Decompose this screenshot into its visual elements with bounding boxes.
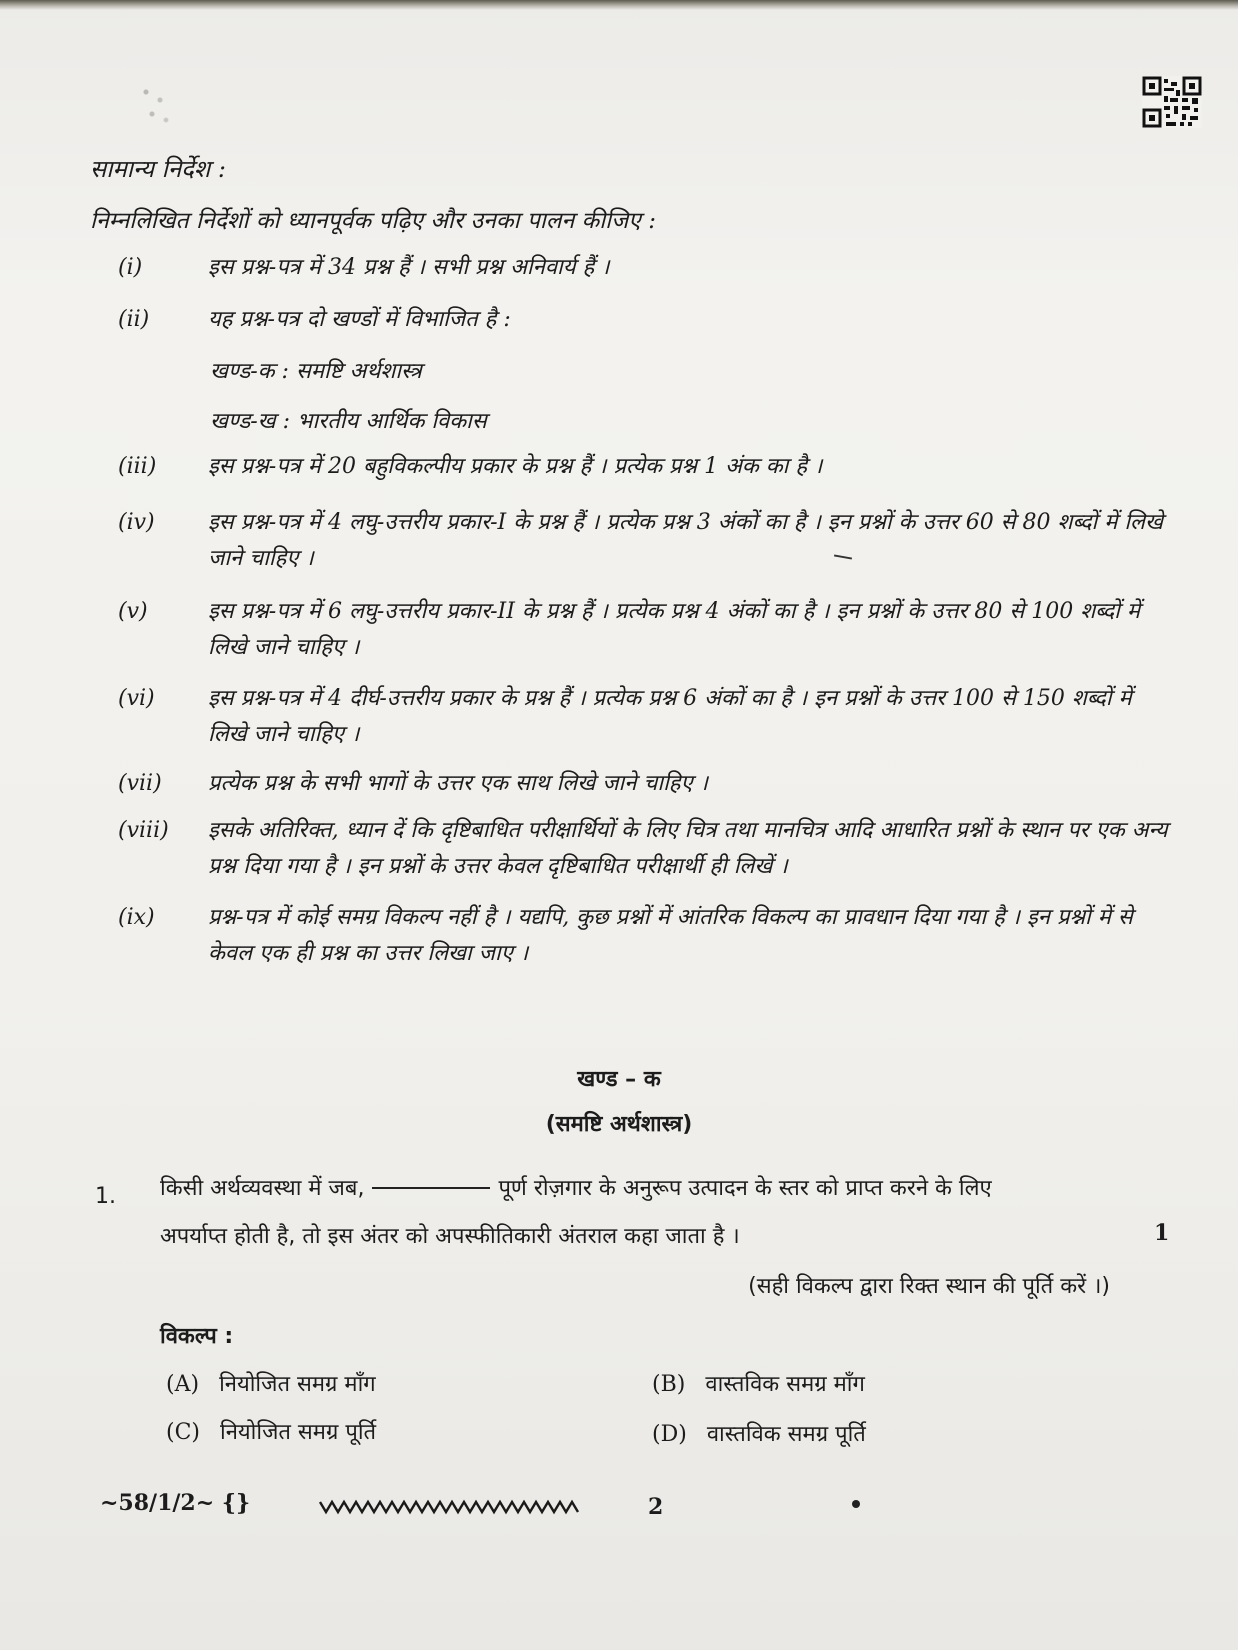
question-text-part1: किसी अर्थव्यवस्था में जब, — [160, 1176, 365, 1201]
instruction-number: (iv) — [118, 510, 155, 535]
question-instruction: (सही विकल्प द्वारा रिक्त स्थान की पूर्ति करें ।) — [748, 1274, 1110, 1299]
section-a-description: खण्ड-क : समष्टि अर्थशास्त्र — [210, 359, 422, 384]
instruction-text: इसके अतिरिक्त, ध्यान दें कि दृष्टिबाधित परीक्षार्थियों के लिए चित्र तथा मानचित्र आदि आधारित प्रश्नों के स्थान पर एक अन्य प्रश्न दिया गया है । इन प्रश्नों के उत्तर केवल दृष्टिबाधित परीक्षार्थी ही लिखें । — [208, 818, 1168, 879]
option-letter: (A) — [166, 1372, 200, 1397]
instruction-number: (vi) — [118, 686, 155, 711]
question-text-part2: पूर्ण रोज़गार के अनुरूप उत्पादन के स्तर को प्राप्त करने के लिए — [498, 1176, 992, 1201]
question-number: 1. — [95, 1184, 116, 1209]
page-top-edge — [0, 0, 1238, 10]
instruction-text: इस प्रश्न-पत्र में 6 लघु-उत्तरीय प्रकार-II के प्रश्न हैं । प्रत्येक प्रश्न 4 अंकों का है । इन प्रश्नों के उत्तर 80 से 100 शब्दों में लिखे जाने चाहिए । — [208, 599, 1141, 660]
instruction-text: इस प्रश्न-पत्र में 4 दीर्घ-उत्तरीय प्रकार के प्रश्न हैं । प्रत्येक प्रश्न 6 अंकों का है । इन प्रश्नों के उत्तर 100 से 150 शब्दों में लिखे जाने चाहिए । — [208, 686, 1132, 747]
option-letter: (D) — [652, 1422, 687, 1447]
paper-code: ~58/1/2~ {} — [100, 1490, 251, 1516]
instruction-text: इस प्रश्न-पत्र में 20 बहुविकल्पीय प्रकार के प्रश्न हैं । प्रत्येक प्रश्न 1 अंक का है । — [208, 454, 823, 479]
general-instructions-heading: सामान्य निर्देश : — [90, 155, 226, 183]
option-letter: (B) — [652, 1372, 686, 1397]
section-title: खण्ड – क — [577, 1067, 661, 1092]
instruction-number: (viii) — [118, 818, 169, 843]
section-b-description: खण्ड-ख : भारतीय आर्थिक विकास — [210, 409, 487, 434]
option-text: नियोजित समग्र माँग — [219, 1372, 376, 1397]
instruction-number: (ix) — [118, 905, 155, 930]
option-text: नियोजित समग्र पूर्ति — [220, 1420, 377, 1445]
instruction-text: इस प्रश्न-पत्र में 4 लघु-उत्तरीय प्रकार-I के प्रश्न हैं । प्रत्येक प्रश्न 3 अंकों का है । इन प्रश्नों के उत्तर 60 से 80 शब्दों में लिखे जाने चाहिए । — [208, 510, 1163, 571]
options-label: विकल्प : — [160, 1324, 234, 1349]
instruction-number: (ii) — [118, 307, 150, 332]
wavy-line-mark — [318, 1496, 582, 1518]
qr-code-icon — [1142, 76, 1202, 128]
option-text: वास्तविक समग्र माँग — [705, 1372, 865, 1397]
option-c — [166, 1416, 376, 1446]
instruction-number: (iii) — [118, 454, 157, 479]
option-text: वास्तविक समग्र पूर्ति — [706, 1422, 866, 1447]
option-d — [652, 1418, 866, 1448]
instruction-number: (i) — [118, 255, 143, 280]
instruction-text: प्रश्न-पत्र में कोई समग्र विकल्प नहीं है । यद्यपि, कुछ प्रश्नों में आंतरिक विकल्प का प्रावधान दिया गया है । इन प्रश्नों में से केवल एक ही प्रश्न का उत्तर लिखा जाए । — [208, 905, 1133, 966]
instruction-number: (v) — [118, 599, 148, 624]
instruction-text: इस प्रश्न-पत्र में 34 प्रश्न हैं । सभी प्रश्न अनिवार्य हैं । — [208, 255, 610, 280]
option-b — [652, 1368, 865, 1398]
option-letter: (C) — [166, 1420, 200, 1445]
question-line-1 — [160, 1172, 992, 1202]
general-instructions-intro: निम्नलिखित निर्देशों को ध्यानपूर्वक पढ़िए और उनका पालन कीजिए : — [90, 208, 656, 234]
question-marks: 1 — [1154, 1220, 1170, 1246]
section-subtitle: (समष्टि अर्थशास्त्र) — [545, 1112, 693, 1137]
instruction-text: प्रत्येक प्रश्न के सभी भागों के उत्तर एक साथ लिखे जाने चाहिए । — [208, 771, 708, 796]
dot-mark — [852, 1500, 860, 1508]
fill-in-blank — [372, 1187, 490, 1189]
instruction-number: (vii) — [118, 771, 162, 796]
option-a — [166, 1368, 376, 1398]
smudge-mark — [138, 82, 178, 128]
page-number: 2 — [648, 1494, 664, 1520]
question-line-2: अपर्याप्त होती है, तो इस अंतर को अपस्फीतिकारी अंतराल कहा जाता है । — [160, 1224, 740, 1249]
instruction-text: यह प्रश्न-पत्र दो खण्डों में विभाजित है : — [208, 307, 511, 332]
